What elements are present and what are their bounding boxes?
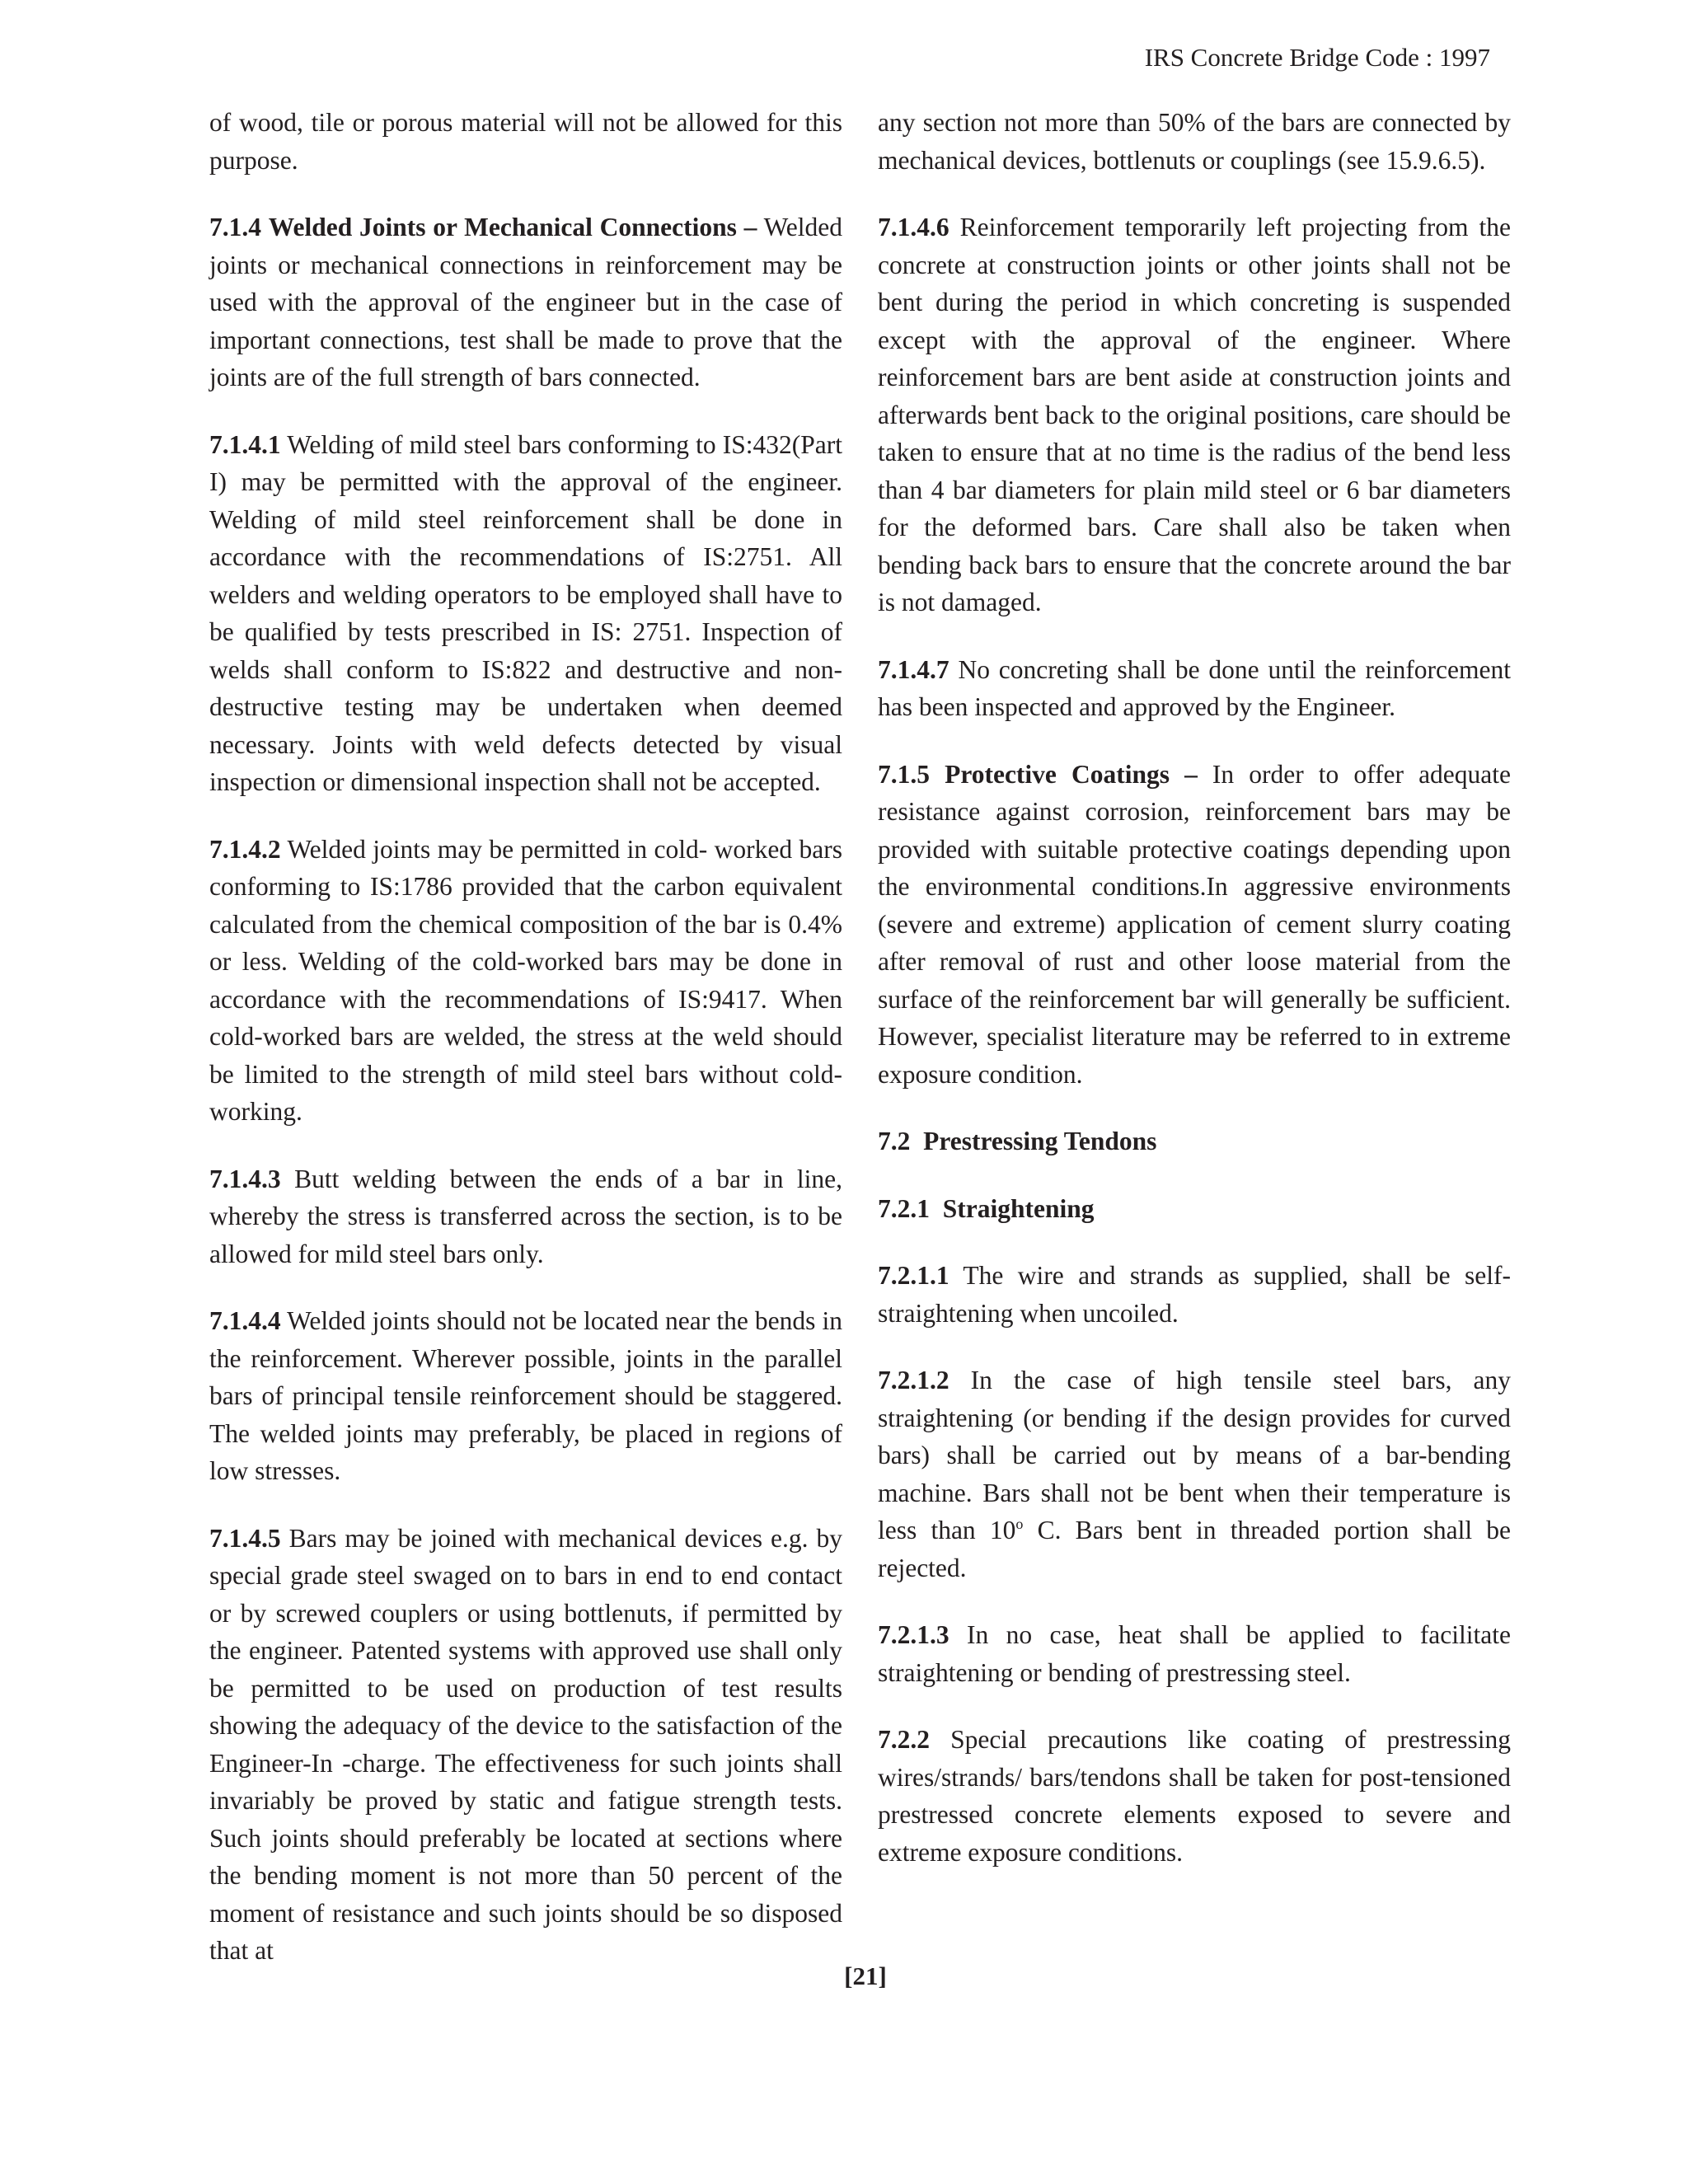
paragraph-text: of wood, tile or porous material will not be allowed for this purpose. [209, 108, 842, 175]
clause-title: Straightening [942, 1193, 1095, 1223]
clause-number: 7.2.1.1 [878, 1261, 950, 1290]
paragraph-7-2-2 [878, 1721, 1511, 1871]
clause-number: 7.1.4 [209, 213, 261, 241]
paragraph-text: Welded joints should not be located near the bends in the reinforcement. Wherever possible, joints in the parallel bars of principal tensile reinforcement should be staggered. The welded joints may preferably, be placed in regions of low stresses. [209, 1306, 842, 1485]
paragraph-7-1-4-6 [878, 209, 1511, 621]
paragraph-7-2-1-1 [878, 1257, 1511, 1332]
paragraph-text: any section not more than 50% of the bars are connected by mechanical devices, bottlenuts or couplings (see 15.9.6.5). [878, 108, 1511, 175]
paragraph-text: Special precautions like coating of prestressing wires/strands/ bars/tendons shall be taken for post-tensioned prestressed concrete elements exposed to severe and extreme exposure conditions. [878, 1725, 1511, 1867]
paragraph-text: No concreting shall be done until the reinforcement has been inspected and approved by the Engineer. [878, 654, 1511, 721]
clause-number: 7.2.1.3 [878, 1620, 950, 1649]
clause-number: 7.2 [878, 1127, 911, 1155]
paragraph-text: Welding of mild steel bars conforming to IS:432(Part I) may be permitted with the approval of the engineer. Welding of mild steel reinforcement shall be done in accordance with the recommendations of IS:2751. All welders and welding operators to be employed shall have to be qualified by tests prescribed in IS: 2751. Inspection of welds shall conform to IS:822 and destructive and non-destructive testing may be undertaken when deemed necessary. Joints with weld defects detected by visual inspection or dimensional inspection shall not be accepted. [209, 429, 842, 796]
paragraph-text: C. Bars bent in threaded portion shall be rejected. [878, 1516, 1512, 1582]
paragraph-7-1-4-7 [878, 651, 1511, 726]
paragraph-text: Welded joints or mechanical connections in reinforcement may be used with the approval of the engineer but in the case of important connections, test shall be made to prove that the joints are of the full strength of bars connected. [209, 213, 843, 391]
paragraph-7-1-4-5 [209, 1520, 842, 1970]
paragraph-text: Butt welding between the ends of a bar in line, whereby the stress is transferred across the section, is to be allowed for mild steel bars only. [209, 1164, 842, 1268]
degree-superscript: o [1015, 1516, 1024, 1532]
paragraph-7-1-4-2 [209, 831, 842, 1131]
paragraph-text: In the case of high tensile steel bars, any straightening (or bending if the design provides for curved bars) shall be carried out by means of a bar-bending machine. Bars shall not be bent when their temperature is less than 10 [878, 1366, 1511, 1544]
paragraph-text: In order to offer adequate resistance against corrosion, reinforcement bars may be provided with suitable protective coatings depending upon the environmental conditions.In aggressive environments (severe and extreme) application of cement slurry coating after removal of rust and other loose material from the surface of the reinforcement bar will generally be sufficient. However, specialist literature may be referred to in extreme exposure condition. [878, 759, 1511, 1089]
paragraph-7-1-5 [878, 756, 1511, 1094]
clause-title: Welded Joints or Mechanical Connections – [268, 213, 757, 241]
clause-number: 7.1.4.4 [209, 1306, 281, 1335]
clause-number: 7.1.4.1 [209, 429, 281, 459]
clause-number: 7.1.4.2 [209, 834, 281, 864]
paragraph-continued [209, 104, 842, 179]
paragraph-text: Welded joints may be permitted in cold- worked bars conforming to IS:1786 provided that the carbon equivalent calculated from the chemical composition of the bar is 0.4% or less. Welding of the cold-worked bars may be done in accordance with the recommendations of IS:9417. When cold-worked bars are welded, the stress at the weld should be limited to the strength of mild steel bars without cold-working. [209, 834, 842, 1126]
paragraph-7-1-4-4 [209, 1302, 842, 1490]
paragraph-7-1-4 [209, 209, 842, 396]
paragraph-text: Reinforcement temporarily left projecting from the concrete at construction joints or other joints shall not be bent during the period in which concreting is suspended except with the approval of the engineer. Where reinforcement bars are bent aside at construction joints and afterwards bent back to the original positions, care should be taken to ensure that at no time is the radius of the bend less than 4 bar diameters for plain mild steel or 6 bar diameters for the deformed bars. Care shall also be taken when bending back bars to ensure that the concrete around the bar is not damaged. [878, 213, 1511, 616]
paragraph-7-2-1-3 [878, 1616, 1511, 1691]
paragraph-continued [878, 104, 1511, 179]
paragraph-7-1-4-1 [209, 426, 842, 801]
clause-number: 7.1.4.6 [878, 213, 950, 241]
clause-number: 7.1.4.3 [209, 1164, 281, 1193]
clause-number: 7.2.1.2 [878, 1366, 950, 1394]
clause-number: 7.2.2 [878, 1725, 930, 1754]
clause-title: Protective Coatings – [945, 759, 1198, 789]
paragraph-7-1-4-3 [209, 1160, 842, 1273]
page-header: IRS Concrete Bridge Code : 1997 [1144, 43, 1490, 72]
right-column [878, 104, 1511, 1900]
clause-number: 7.1.5 [878, 759, 930, 789]
paragraph-7-2-1-2 [878, 1361, 1511, 1586]
section-heading-7-2-1 [878, 1190, 1511, 1228]
page-number: [21] [844, 1961, 887, 1990]
paragraph-text: In no case, heat shall be applied to facilitate straightening or bending of prestressing steel. [878, 1620, 1511, 1687]
section-heading-7-2 [878, 1122, 1511, 1160]
clause-number: 7.1.4.5 [209, 1523, 281, 1553]
clause-number: 7.1.4.7 [878, 654, 950, 684]
clause-number: 7.2.1 [878, 1193, 930, 1223]
clause-title: Prestressing Tendons [923, 1127, 1157, 1155]
paragraph-text: The wire and strands as supplied, shall be self-straightening when uncoiled. [878, 1261, 1511, 1328]
left-column [209, 104, 842, 1999]
paragraph-text: Bars may be joined with mechanical devices e.g. by special grade steel swaged on to bars in end to end contact or by screwed couplers or using bottlenuts, if permitted by the engineer. Patented systems with approved use shall only be permitted to be used on production of test results showing the adequacy of the device to the satisfaction of the Engineer-In -charge. The effectiveness for such joints shall invariably be proved by static and fatigue strength tests. Such joints should preferably be located at sections where the bending moment is not more than 50 percent of the moment of resistance and such joints should be so disposed that at [209, 1523, 842, 1965]
